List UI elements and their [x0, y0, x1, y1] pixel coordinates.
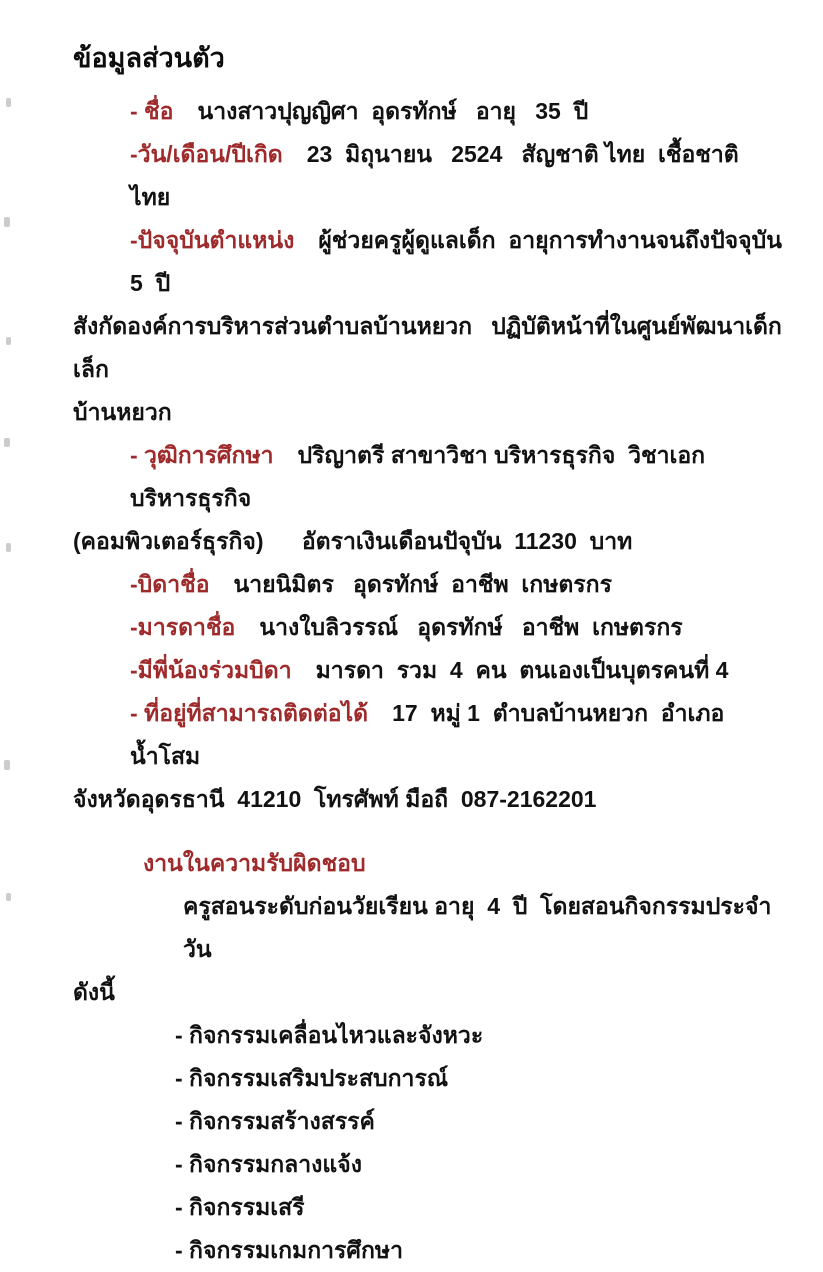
info-line-education-cont: [73, 520, 783, 563]
field-label: - ชื่อ: [130, 98, 174, 124]
field-value: มารดา รวม 4 คน ตนเองเป็นบุตรคนที่ 4: [315, 657, 729, 683]
scan-artifact: [6, 893, 11, 901]
field-label: - วุฒิการศึกษา: [130, 442, 274, 468]
info-line-siblings: [73, 649, 783, 692]
field-label: -วัน/เดือน/ปีเกิด: [130, 141, 283, 167]
responsibilities-heading: งานในความรับผิดชอบ: [143, 850, 366, 876]
activity-item: - กิจกรรมกลางแจ้ง: [175, 1151, 362, 1177]
scan-artifact: [4, 760, 10, 770]
info-line-position: [73, 219, 802, 305]
personal-info-section: [73, 90, 802, 821]
info-line-position-cont-1: [73, 305, 783, 391]
field-value: นางใบลิวรรณ์ อุดรทักษ์ อาชีพ เกษตรกร: [259, 614, 683, 640]
field-value: 23 มิถุนายน 2524 สัญชาติ ไทย เชื้อชาติ ไทย: [130, 141, 752, 210]
field-value: สังกัดองค์การบริหารส่วนตำบลบ้านหยวก ปฏิบัติหน้าที่ในศูนย์พัฒนาเด็กเล็ก: [73, 313, 782, 382]
activity-item: - กิจกรรมเสรี: [175, 1194, 305, 1220]
field-value: จังหวัดอุดรธานี 41210 โทรศัพท์ มือถื 087-2162201: [73, 786, 597, 812]
field-value: 17 หมู่ 1 ตำบลบ้านหยวก อำเภอน้ำโสม: [130, 700, 725, 769]
info-line-mother: [73, 606, 783, 649]
field-value: บ้านหยวก: [73, 399, 172, 425]
responsibilities-section: [73, 842, 783, 1272]
field-value: ผู้ช่วยครูผู้ดูแลเด็ก อายุการทำงานจนถึงปัจจุบัน 5 ปี: [130, 227, 802, 296]
activity-item: - กิจกรรมเสริมประสบการณ์: [175, 1065, 449, 1091]
scan-artifact: [4, 438, 10, 447]
info-line-address-cont: [73, 778, 783, 821]
scan-artifact: [6, 543, 11, 552]
responsibilities-intro-line-2: ดังนี้: [73, 979, 115, 1005]
info-line-name: [73, 90, 783, 133]
info-line-education: [73, 434, 783, 520]
responsibilities-intro-line-1: ครูสอนระดับก่อนวัยเรียน อายุ 4 ปี โดยสอนกิจกรรมประจำวัน: [183, 893, 772, 962]
activity-item: - กิจกรรมสร้างสรรค์: [175, 1108, 375, 1134]
field-value: ปริญาตรี สาขาวิชา บริหารธุรกิจ วิชาเอก บริหารธุรกิจ: [130, 442, 712, 511]
info-line-birthdate: [73, 133, 783, 219]
field-value: นายนิมิตร อุดรทักษ์ อาชีพ เกษตรกร: [233, 571, 612, 597]
page-title: ข้อมูลส่วนตัว: [73, 43, 225, 73]
activity-item: - กิจกรรมเคลื่อนไหวและจังหวะ: [175, 1022, 484, 1048]
scan-artifact: [6, 98, 11, 107]
field-label: -ปัจจุบันตำแหน่ง: [130, 227, 295, 253]
field-label: -บิดาชื่อ: [130, 571, 210, 597]
info-line-address: [73, 692, 783, 778]
field-value: นางสาวปุญญิศา อุดรทักษ์ อายุ 35 ปี: [197, 98, 589, 124]
field-label: -มารดาชื่อ: [130, 614, 236, 640]
activity-item: - กิจกรรมเกมการศึกษา: [175, 1237, 403, 1263]
info-line-position-cont-2: [73, 391, 783, 434]
info-line-father: [73, 563, 783, 606]
scan-artifact: [4, 217, 10, 227]
field-label: - ที่อยู่ที่สามารถติดต่อได้: [130, 700, 369, 726]
field-label: -มีพี่น้องร่วมบิดา: [130, 657, 292, 683]
field-value: (คอมพิวเตอร์ธุรกิจ) อัตราเงินเดือนปัจุบัน 11230 บาท: [73, 528, 633, 554]
scan-artifact: [6, 337, 11, 345]
